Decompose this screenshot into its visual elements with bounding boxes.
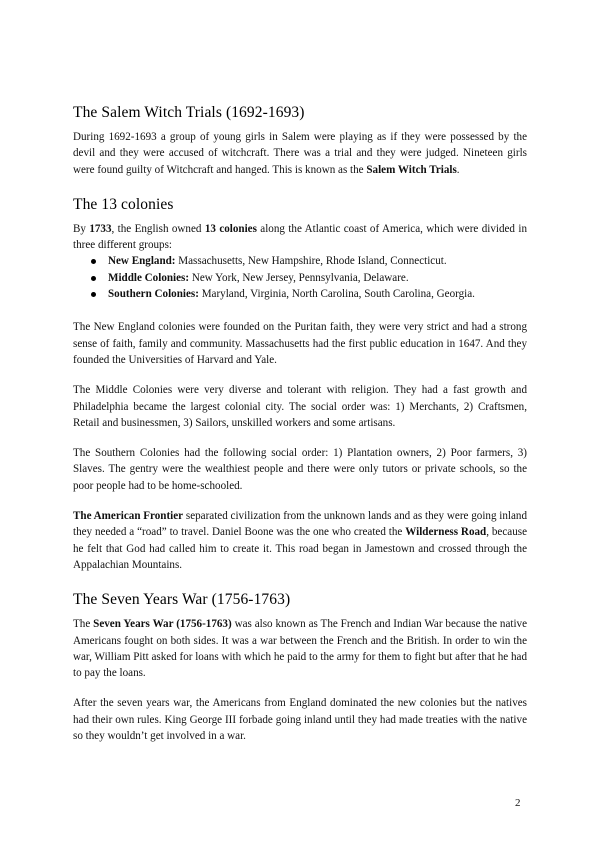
text-run: along the Atlantic coast of America, which were divided in three different groups: <box>73 222 527 252</box>
section-heading-colonies: The 13 colonies <box>73 195 174 213</box>
bold-term-wilderness-road: Wilderness Road <box>405 526 487 539</box>
text-run: separated civilization from the unknown lands and as they were going inland they needed a “road” to travel. Daniel Boone was the one who created the <box>73 510 527 539</box>
paragraph-after-war: After the seven years war, the Americans from England dominated the new colonies but the natives had their own rules. King George III forbade going inland until they had made treaties with the native so they wouldn’t get involved in a war. <box>73 697 527 743</box>
colony-groups-list <box>73 253 527 302</box>
section-heading-salem: The Salem Witch Trials (1692-1693) <box>73 104 305 121</box>
paragraph-colonies-intro <box>73 221 527 254</box>
list-item-text: Massachusetts, New Hampshire, Rhode Island, Connecticut. <box>175 255 447 268</box>
paragraph-salem <box>73 129 527 178</box>
text-run: , the English owned <box>111 222 205 235</box>
list-item-label: Middle Colonies: <box>108 271 190 284</box>
text-run: During 1692-1693 a group of young girls in Salem were playing as if they were possessed by the devil and they were accused of witchcraft. There was a trial and they were judged. Nineteen girls were found guilty of Witchcraft and hanged. This is known as the <box>73 131 527 176</box>
paragraph-new-england: The New England colonies were founded on the Puritan faith, they were very strict and had a strong sense of faith, family and community. Massachusetts had the first public education in 1647. And they founded the Universities of Harvard and Yale. <box>73 321 527 366</box>
bold-term-american-frontier: The American Frontier <box>73 510 184 523</box>
page-content <box>73 104 527 744</box>
bold-term-salem-witch-trials: Salem Witch Trials <box>366 163 457 176</box>
list-item-new-england <box>91 253 527 269</box>
paragraph-southern-colonies: The Southern Colonies had the following social order: 1) Plantation owners, 2) Poor farmers, 3) Slaves. The gentry were the wealthiest people and there were only tutors or private schools, so the poor people had to be home-schooled. <box>73 447 527 492</box>
list-item-label: New England: <box>108 255 176 268</box>
bold-term-seven-years-war: Seven Years War (1756-1763) <box>93 618 232 631</box>
paragraph-american-frontier <box>73 508 527 573</box>
text-run: . <box>456 163 460 176</box>
bullet-icon <box>91 276 96 281</box>
bullet-icon <box>91 259 96 264</box>
list-item-label: Southern Colonies: <box>108 288 199 301</box>
list-item-text: Maryland, Virginia, North Carolina, South Carolina, Georgia. <box>198 288 475 301</box>
paragraph-middle-colonies: The Middle Colonies were very diverse and tolerant with religion. They had a fast growth and Philadelphia became the largest colonial city. The social order was: 1) Merchants, 2) Craftsmen, Retail and businessmen, 3) Sailors, unskilled workers and some artisans. <box>73 384 527 429</box>
list-item-southern-colonies <box>91 286 527 302</box>
text-run: The <box>73 618 94 631</box>
page-number: 2 <box>515 797 521 809</box>
bold-term-13-colonies: 13 colonies <box>204 222 257 235</box>
section-heading-seven-years-war: The Seven Years War (1756-1763) <box>73 591 291 609</box>
list-item-text: New York, New Jersey, Pennsylvania, Delaware. <box>189 271 409 284</box>
text-run: , because he felt that God had called him to create it. This road began in Jamestown and crossed through the Appalachian Mountains. <box>73 526 527 571</box>
bullet-icon <box>91 292 96 297</box>
text-run: was also known as The French and Indian War because the native Americans fought on both sides. It was a war between the French and the British. In order to win the war, William Pitt asked for loans with which he paid to the army for them to fight but after that he had to pay the loans. <box>73 618 527 680</box>
paragraph-seven-years-war <box>73 616 527 681</box>
text-run: By <box>73 222 90 235</box>
list-item-middle-colonies <box>91 270 527 286</box>
bold-term-year: 1733 <box>89 222 112 235</box>
